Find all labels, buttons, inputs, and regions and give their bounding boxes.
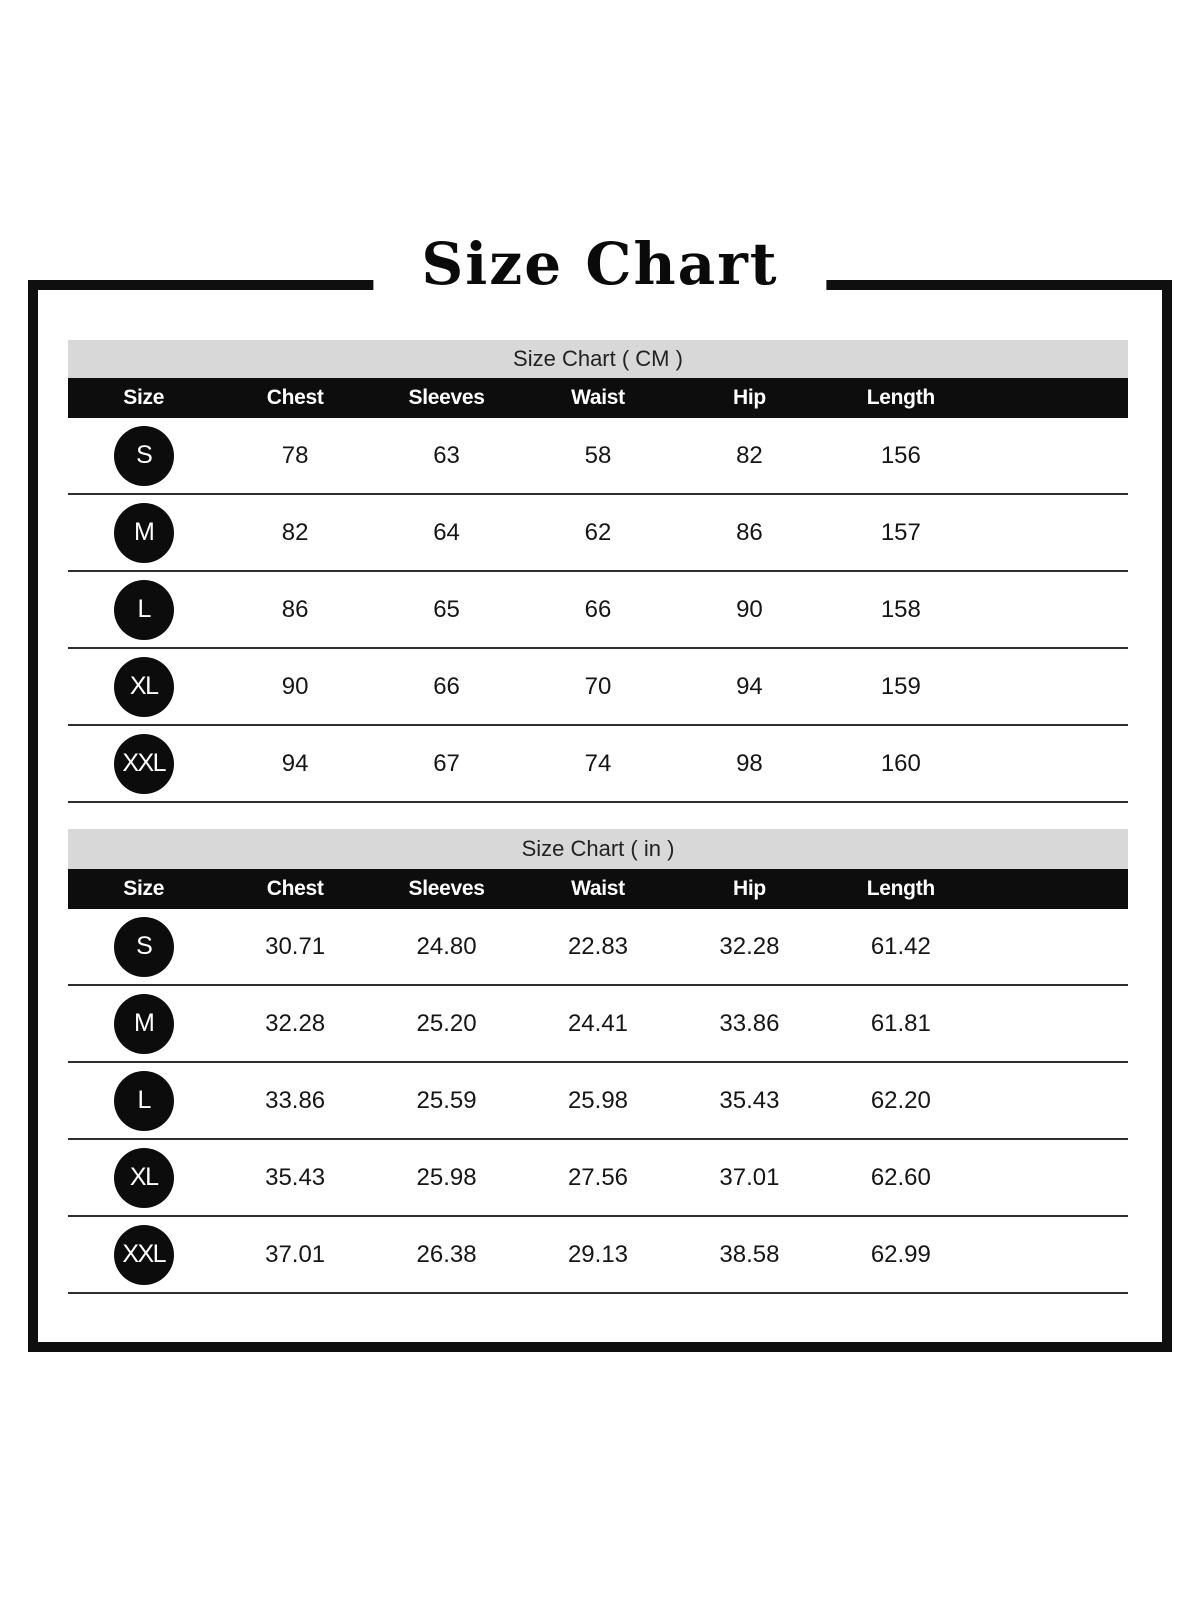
col-header-sleeves: Sleeves: [408, 877, 485, 900]
cell-length: 160: [880, 749, 921, 777]
cell-waist: 62: [584, 518, 612, 546]
cell-sleeves: 64: [433, 518, 460, 546]
cell-hip: 98: [736, 749, 763, 777]
size-table-in: [68, 829, 1128, 1294]
size-badge: S: [114, 426, 174, 486]
size-badge: L: [114, 580, 174, 640]
cell-length: 156: [880, 441, 921, 469]
cell-length: 61.81: [870, 1009, 931, 1037]
cell-chest: 32.28: [265, 1009, 326, 1037]
col-header-size: Size: [123, 877, 165, 900]
cell-hip: 32.28: [719, 932, 780, 960]
cell-chest: 30.71: [265, 932, 326, 960]
cell-chest: 37.01: [265, 1240, 326, 1268]
size-table-cm: [68, 340, 1128, 803]
cell-length: 61.42: [870, 932, 931, 960]
size-badge: L: [114, 1071, 174, 1131]
cell-hip: 37.01: [719, 1163, 780, 1191]
size-badge: XL: [114, 657, 174, 717]
table-row: [68, 909, 1128, 986]
col-header-size: Size: [123, 386, 165, 409]
cell-sleeves: 24.80: [416, 932, 477, 960]
cell-hip: 35.43: [719, 1086, 780, 1114]
col-header-chest: Chest: [266, 386, 324, 409]
size-badge: XL: [114, 1148, 174, 1208]
cell-hip: 86: [736, 518, 763, 546]
table-row: [68, 1140, 1128, 1217]
cell-hip: 38.58: [719, 1240, 780, 1268]
cell-length: 157: [880, 518, 921, 546]
table-row: [68, 726, 1128, 803]
cell-waist: 29.13: [567, 1240, 629, 1268]
cell-sleeves: 66: [433, 672, 460, 700]
size-badge: XXL: [114, 734, 174, 794]
table-row: [68, 986, 1128, 1063]
cell-waist: 24.41: [567, 1009, 629, 1037]
size-cell: [68, 1071, 219, 1131]
cell-length: 62.60: [870, 1163, 931, 1191]
size-cell: [68, 1225, 219, 1285]
col-header-hip: Hip: [732, 386, 766, 409]
cell-sleeves: 25.20: [416, 1009, 477, 1037]
cell-chest: 35.43: [265, 1163, 326, 1191]
col-header-waist: Waist: [571, 877, 625, 900]
cell-chest: 33.86: [265, 1086, 326, 1114]
col-header-hip: Hip: [732, 877, 766, 900]
cell-sleeves: 65: [433, 595, 460, 623]
cell-waist: 70: [584, 672, 612, 700]
size-cell: [68, 994, 219, 1054]
size-badge: S: [114, 917, 174, 977]
cell-chest: 90: [281, 672, 309, 700]
cell-waist: 58: [584, 441, 612, 469]
size-cell: [68, 426, 219, 486]
cell-waist: 74: [584, 749, 612, 777]
size-cell: [68, 580, 219, 640]
cell-hip: 94: [736, 672, 763, 700]
cell-hip: 90: [736, 595, 763, 623]
cell-waist: 66: [584, 595, 612, 623]
col-header-length: Length: [866, 386, 935, 409]
size-cell: [68, 503, 219, 563]
table-caption-in: Size Chart ( in ): [68, 829, 1128, 869]
size-cell: [68, 1148, 219, 1208]
table-header-row: [68, 378, 1128, 418]
col-header-sleeves: Sleeves: [408, 386, 485, 409]
cell-sleeves: 67: [433, 749, 460, 777]
table-row: [68, 495, 1128, 572]
col-header-waist: Waist: [571, 386, 625, 409]
size-cell: [68, 917, 219, 977]
cell-hip: 82: [736, 441, 763, 469]
table-row: [68, 1063, 1128, 1140]
size-badge: XXL: [114, 1225, 174, 1285]
table-row: [68, 649, 1128, 726]
table-caption-cm: Size Chart ( CM ): [68, 340, 1128, 378]
table-row: [68, 1217, 1128, 1294]
cell-waist: 25.98: [567, 1086, 629, 1114]
cell-chest: 94: [281, 749, 309, 777]
page-title: Size Chart: [373, 224, 826, 304]
size-cell: [68, 734, 219, 794]
cell-sleeves: 26.38: [416, 1240, 477, 1268]
cell-sleeves: 25.98: [416, 1163, 477, 1191]
col-header-length: Length: [866, 877, 935, 900]
size-badge: M: [114, 503, 174, 563]
cell-length: 62.20: [870, 1086, 931, 1114]
cell-length: 62.99: [870, 1240, 931, 1268]
cell-chest: 82: [281, 518, 309, 546]
col-header-chest: Chest: [266, 877, 324, 900]
cell-sleeves: 63: [433, 441, 460, 469]
table-row: [68, 418, 1128, 495]
table-row: [68, 572, 1128, 649]
table-header-row: [68, 869, 1128, 909]
size-badge: M: [114, 994, 174, 1054]
cell-length: 159: [880, 672, 921, 700]
size-cell: [68, 657, 219, 717]
cell-chest: 86: [281, 595, 309, 623]
cell-waist: 27.56: [567, 1163, 629, 1191]
cell-waist: 22.83: [567, 932, 629, 960]
cell-sleeves: 25.59: [416, 1086, 477, 1114]
cell-hip: 33.86: [719, 1009, 780, 1037]
cell-chest: 78: [281, 441, 309, 469]
cell-length: 158: [880, 595, 921, 623]
